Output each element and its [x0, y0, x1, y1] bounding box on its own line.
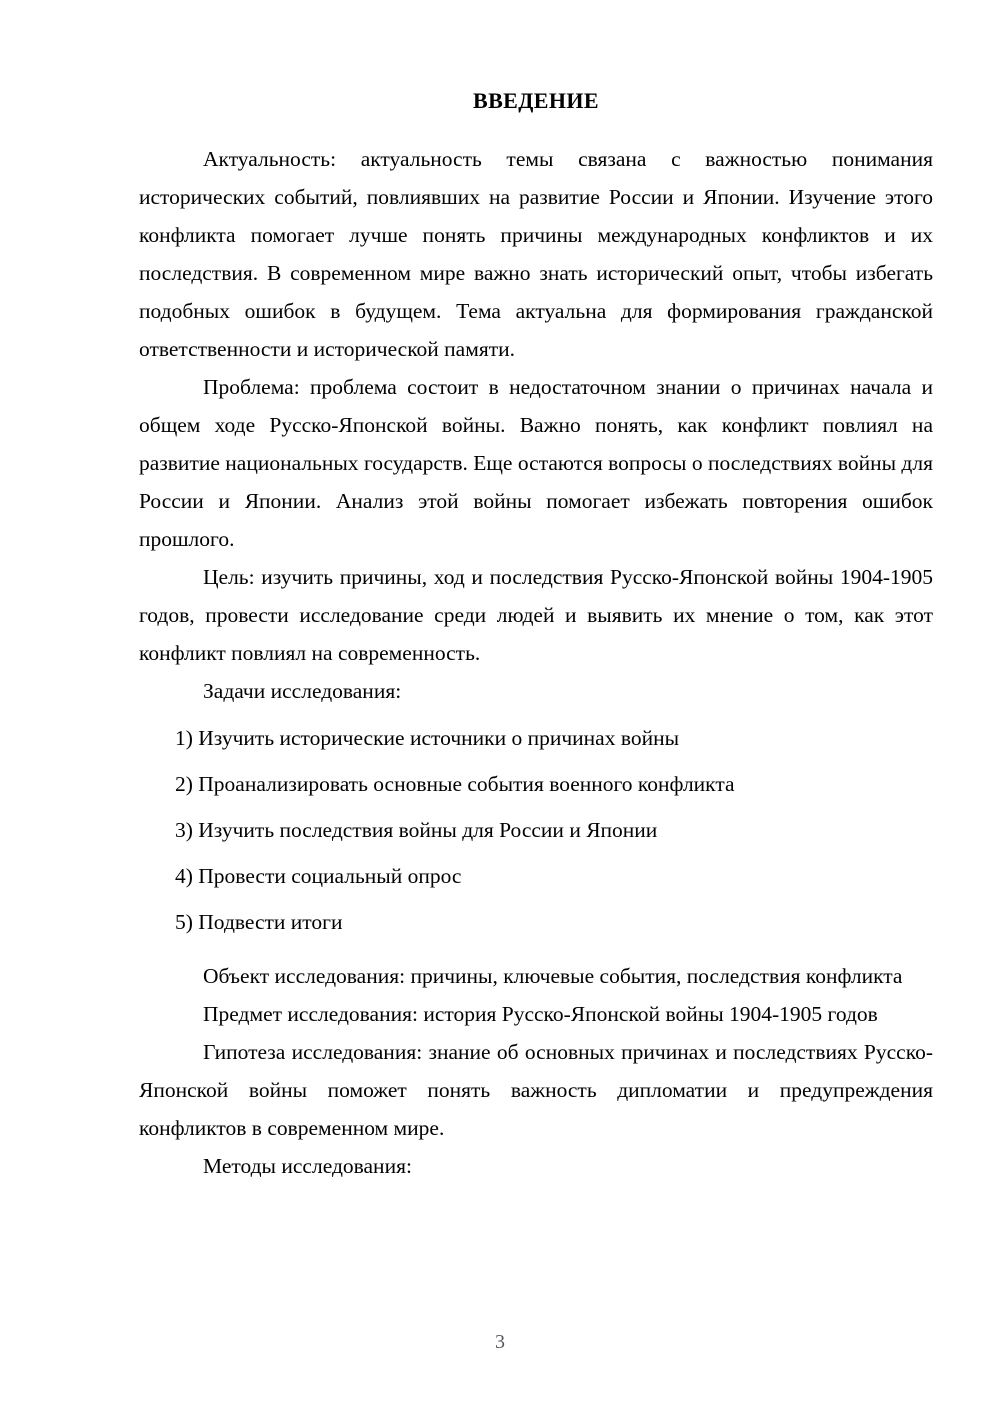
methods-heading: Методы исследования:: [203, 1154, 412, 1179]
paragraph-goal: Цель: изучить причины, ход и последствия Русско-Японской войны 1904-1905 годов, провести исследование среди людей и выявить их мнение о том, как этот конфликт повлиял на современность.: [139, 565, 933, 666]
document-body: [139, 88, 933, 1185]
list-item: 1) Изучить исторические источники о причинах войны: [175, 726, 680, 751]
paragraph-hypothesis: Гипотеза исследования: знание об основных причинах и последствиях Русско-Японской войны поможет понять важность дипломатии и предупреждения конфликтов в современном мире.: [139, 1040, 933, 1141]
section-spacer: [139, 950, 933, 957]
paragraph-subject: Предмет исследования: история Русско-Японской войны 1904-1905 годов: [203, 1002, 878, 1027]
tasks-list: [139, 719, 933, 941]
tasks-heading: Задачи исследования:: [203, 679, 402, 704]
list-item: 4) Провести социальный опрос: [175, 864, 462, 889]
paragraph-problem: Проблема: проблема состоит в недостаточном знании о причинах начала и общем ходе Русско-Японской войны. Важно понять, как конфликт повлиял на развитие национальных государств. Еще остаются вопросы о последствиях войны для России и Японии. Анализ этой войны помогает избежать повторения ошибок прошлого.: [139, 375, 933, 552]
paragraph-object: Объект исследования: причины, ключевые события, последствия конфликта: [203, 964, 903, 989]
paragraph-relevance: Актуальность: актуальность темы связана с важностью понимания исторических событий, повлиявших на развитие России и Японии. Изучение этого конфликта помогает лучше понять причины международных конфликтов и их последствия. В современном мире важно знать исторический опыт, чтобы избегать подобных ошибок в будущем. Тема актуальна для формирования гражданской ответственности и исторической памяти.: [139, 147, 933, 362]
list-item: 5) Подвести итоги: [175, 910, 343, 935]
list-item: 3) Изучить последствия войны для России и Японии: [175, 818, 658, 843]
page-number: 3: [495, 1331, 505, 1353]
page-title: ВВЕДЕНИЕ: [473, 88, 599, 113]
list-item: 2) Проанализировать основные события военного конфликта: [175, 772, 735, 797]
